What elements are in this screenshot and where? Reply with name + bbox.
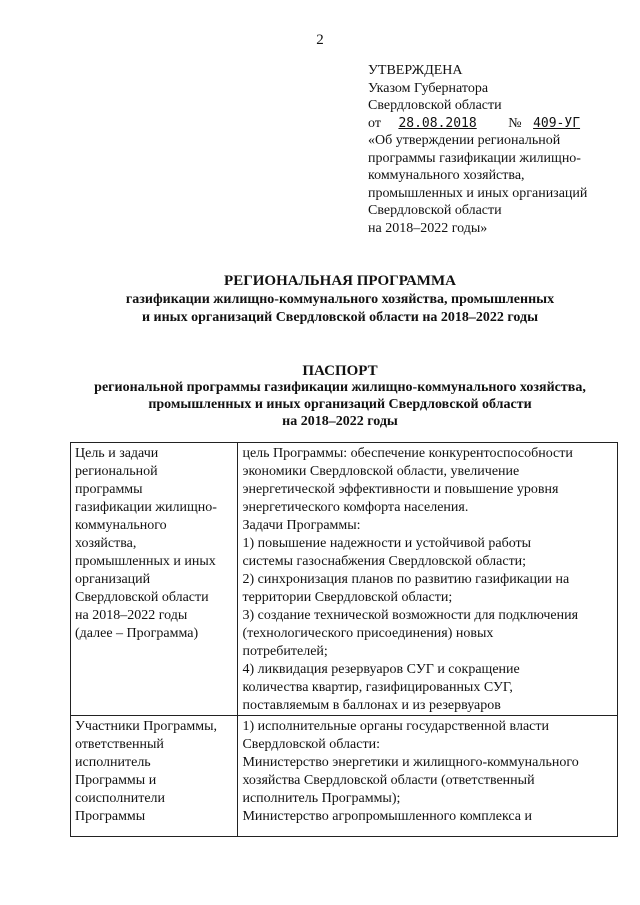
cell-line: соисполнители (75, 791, 166, 806)
cell-line: хозяйства Свердловской области (ответственный (242, 773, 535, 788)
cell-line: количества квартир, газифицированных СУГ, (242, 680, 513, 695)
cell-line: Программы (75, 809, 146, 824)
cell-line: Свердловской области (75, 590, 209, 605)
cell-line: экономики Свердловской области, увеличение (242, 464, 520, 479)
cell-line: Участники Программы, (75, 719, 217, 734)
passport-title: ПАСПОРТ (302, 363, 378, 379)
approval-subject-3: коммунального хозяйства, (368, 168, 525, 183)
row-value-goals (238, 443, 618, 716)
passport-subtitle-line-1: региональной программы газификации жилищно-коммунального хозяйства, (94, 380, 586, 395)
cell-line: хозяйства, (75, 536, 137, 551)
cell-line: (технологического присоединения) новых (242, 626, 494, 641)
table-row (71, 443, 618, 716)
passport-subtitle-line-2: промышленных и иных организаций Свердловской области (148, 397, 532, 412)
cell-line: Цель и задачи (75, 446, 159, 461)
approval-subject-2: программы газификации жилищно- (368, 150, 581, 166)
cell-line: системы газоснабжения Свердловской области; (242, 554, 527, 569)
page-number: 2 (316, 32, 324, 48)
approval-date-number (368, 115, 630, 133)
cell-line: организаций (75, 572, 151, 587)
cell-line: исполнитель (75, 755, 151, 770)
table-row (71, 716, 618, 837)
number-value: 409-УГ (533, 115, 581, 131)
cell-line: потребителей; (242, 644, 328, 659)
cell-line: 2) синхронизация планов по развитию газификации на (242, 572, 570, 587)
approval-title: УТВЕРЖДЕНА (368, 63, 463, 78)
cell-line: исполнитель Программы); (242, 791, 401, 806)
cell-line: газификации жилищно- (75, 500, 217, 515)
approval-region: Свердловской области (368, 98, 502, 113)
approval-subject-5: Свердловской области (368, 203, 502, 218)
program-subtitle-line-2: и иных организаций Свердловской области на 2018–2022 годы (141, 309, 539, 325)
row-label-participants (71, 716, 238, 837)
approval-subject-4: промышленных и иных организаций (368, 185, 588, 201)
approval-subject-1: «Об утверждении региональной (368, 133, 561, 148)
approval-subject-6: на 2018–2022 годы» (368, 220, 488, 236)
cell-line: цель Программы: обеспечение конкурентоспособности (242, 446, 573, 461)
number-prefix: № (508, 115, 522, 131)
cell-line: 1) повышение надежности и устойчивой работы (242, 536, 532, 551)
cell-line: 4) ликвидация резервуаров СУГ и сокращение (242, 662, 520, 677)
cell-line: Министерство энергетики и жилищного-коммунального (242, 755, 579, 770)
cell-line: Министерство агропромышленного комплекса и (242, 809, 532, 824)
program-subtitle-line-1: газификации жилищно-коммунального хозяйства, промышленных (125, 292, 555, 307)
passport-table (70, 442, 618, 837)
date-value: 28.08.2018 (398, 115, 477, 131)
cell-line: поставляемым в баллонах и из резервуаров (242, 698, 501, 713)
cell-line: ответственный (75, 737, 164, 752)
row-label-goals (71, 443, 238, 716)
date-prefix: от (368, 115, 381, 131)
cell-line: энергетической эффективности и повышение уровня (242, 482, 559, 497)
cell-line: программы (75, 482, 143, 497)
program-subtitle (40, 291, 640, 326)
cell-line: Задачи Программы: (242, 518, 361, 533)
cell-line: 1) исполнительные органы государственной власти (242, 719, 549, 734)
cell-line: Программы и (75, 773, 157, 788)
row-value-participants (238, 716, 618, 837)
cell-line: 3) создание технической возможности для подключения (242, 608, 579, 623)
approval-block (368, 62, 630, 237)
cell-line: коммунального (75, 518, 167, 533)
cell-line: Свердловской области: (242, 737, 380, 752)
cell-line: энергетического комфорта населения. (242, 500, 469, 515)
passport-subtitle-line-3: на 2018–2022 годы (282, 414, 398, 429)
cell-line: (далее – Программа) (75, 626, 199, 641)
approval-issuer: Указом Губернатора (368, 80, 489, 96)
cell-line: промышленных и иных (75, 554, 216, 569)
cell-line: территории Свердловской области; (242, 590, 453, 605)
program-title: РЕГИОНАЛЬНАЯ ПРОГРАММА (224, 273, 456, 289)
passport-subtitle (40, 379, 640, 430)
cell-line: на 2018–2022 годы (75, 608, 188, 623)
cell-line: региональной (75, 464, 158, 479)
